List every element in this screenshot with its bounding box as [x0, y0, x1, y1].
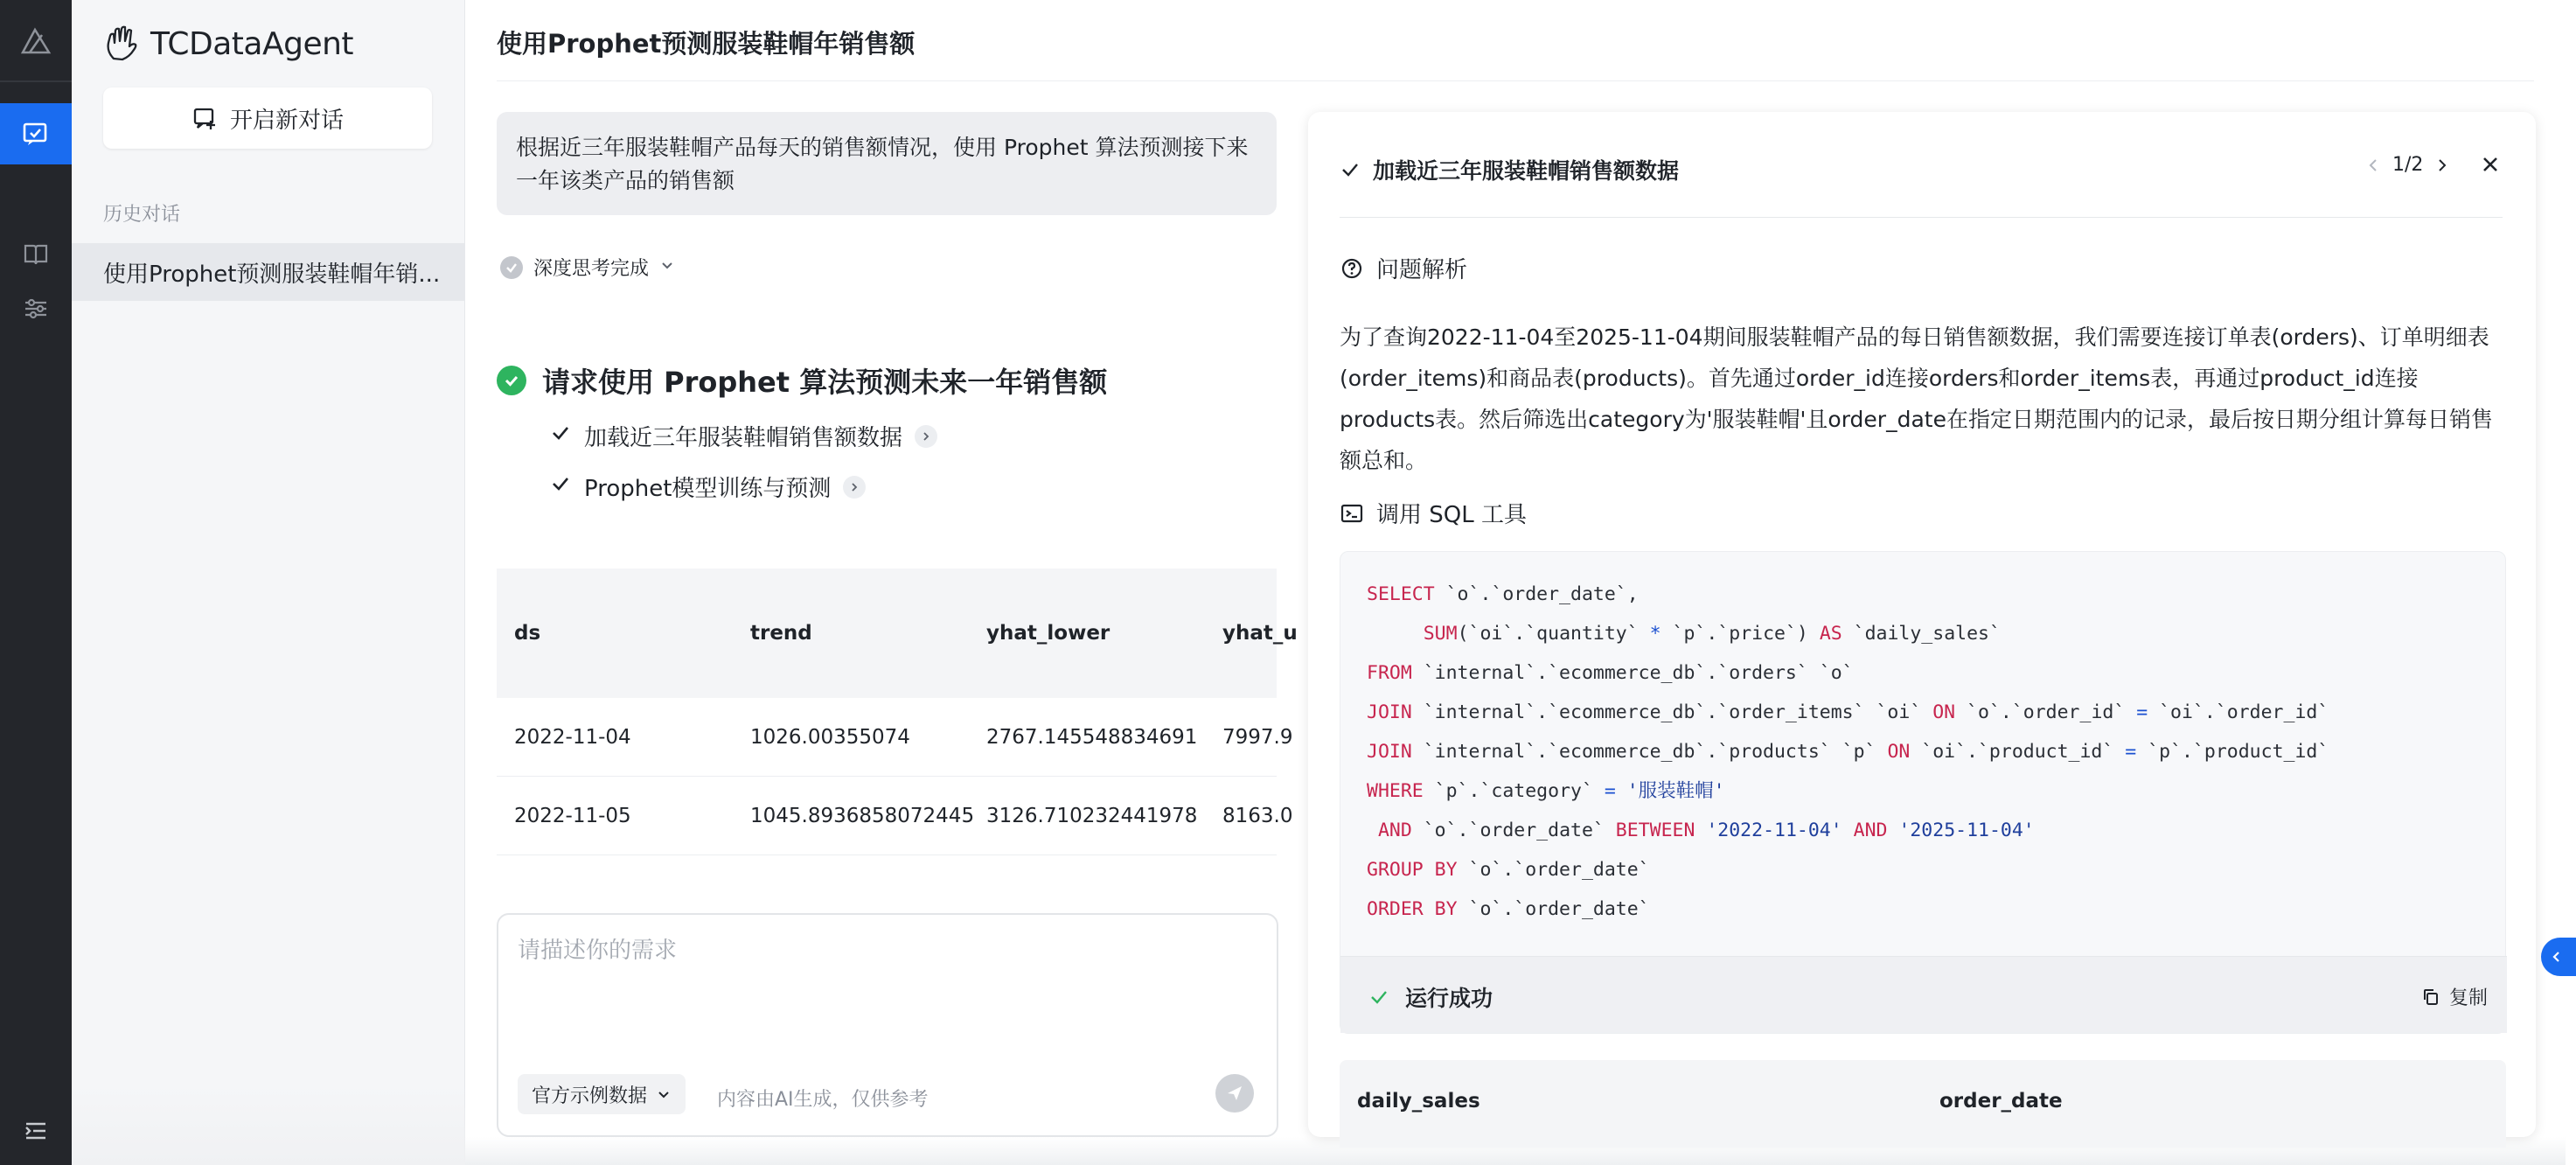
plan-step[interactable] — [549, 420, 937, 452]
sql-token: JOIN — [1367, 741, 1412, 763]
tool-title: 调用 SQL 工具 — [1376, 502, 1527, 528]
sql-token: `o`.`order_id` — [1955, 701, 2137, 723]
column-header: trend — [750, 622, 812, 645]
check-icon — [1368, 987, 1389, 1008]
table-row — [497, 698, 1293, 777]
sql-token: `internal`.`ecommerce_db`.`order_items` `oi` — [1411, 701, 1933, 723]
sql-token: `o`.`order_date` — [1457, 898, 1650, 920]
settings-sliders-icon[interactable] — [21, 294, 51, 324]
sql-token: = — [1604, 780, 1616, 802]
chevron-left-icon — [2550, 950, 2564, 964]
tool-section-title — [1340, 497, 1527, 529]
sql-token: = — [2125, 741, 2137, 763]
sql-token: AS — [1819, 623, 1842, 645]
check-icon — [1340, 159, 1361, 180]
icon-rail — [0, 0, 72, 1165]
plan-step[interactable] — [549, 471, 866, 503]
sql-token: '2022-11-04' — [1695, 820, 1854, 841]
book-icon[interactable] — [21, 240, 51, 269]
table-cell: 2767.145548834691 — [986, 725, 1198, 749]
terminal-icon — [1340, 501, 1364, 526]
check-icon — [549, 472, 572, 501]
sql-token: `p`.`price`) — [1660, 623, 1820, 645]
run-status — [1368, 981, 1493, 1013]
data-source-label: 官方示例数据 — [532, 1085, 648, 1107]
sql-token: JOIN — [1367, 701, 1412, 723]
table-cell: 7997.9 — [1222, 725, 1293, 749]
table-cell: 1026.00355074 — [750, 725, 910, 749]
panel-collapse-tab[interactable] — [2541, 938, 2576, 976]
sql-token: `p`.`category` — [1423, 780, 1605, 802]
plan-step-label: 加载近三年服装鞋帽销售额数据 — [584, 425, 903, 451]
chat-icon — [21, 119, 51, 149]
panel-title: 加载近三年服装鞋帽销售额数据 — [1373, 158, 1680, 184]
column-header: daily_sales — [1357, 1090, 1480, 1113]
sql-token: '服装鞋帽' — [1615, 780, 1725, 802]
sql-token: BETWEEN — [1615, 820, 1695, 841]
result-table-header — [1340, 1060, 2506, 1148]
ai-disclaimer: 内容由AI生成，仅供参考 — [717, 1089, 929, 1111]
sql-token: `internal`.`ecommerce_db`.`products` `p` — [1411, 741, 1888, 763]
sql-token: * — [1649, 623, 1661, 645]
success-check-icon — [497, 366, 526, 395]
sql-code — [1367, 575, 2329, 929]
table-cell: 2022-11-04 — [514, 725, 631, 749]
sql-token: AND — [1377, 820, 1412, 841]
history-item[interactable]: 使用Prophet预测服装鞋帽年销... — [72, 243, 465, 301]
plan-title-text: 请求使用 Prophet 算法预测未来一年销售额 — [542, 366, 1108, 399]
sql-token: ON — [1887, 741, 1911, 763]
title-divider — [497, 80, 2534, 81]
sql-token: WHERE — [1367, 780, 1424, 802]
sql-token: FROM — [1367, 662, 1412, 684]
column-header: yhat_lower — [986, 622, 1110, 645]
sql-token: ORDER BY — [1367, 898, 1458, 920]
composer — [497, 913, 1278, 1137]
sql-token: SELECT — [1367, 583, 1435, 605]
chevron-down-icon — [659, 256, 675, 278]
sql-token: (`oi`.`quantity` — [1457, 623, 1650, 645]
sql-token: `o`.`order_date` — [1457, 859, 1650, 881]
plan-title — [497, 360, 1107, 401]
copy-label: 复制 — [2449, 987, 2489, 1009]
sql-token: `p`.`product_id` — [2136, 741, 2329, 763]
brand-name: TCDataAgent — [150, 25, 354, 62]
sql-token: GROUP BY — [1367, 859, 1458, 881]
page-title: 使用Prophet预测服装鞋帽年销售额 — [497, 29, 916, 59]
hand-logo-icon — [101, 24, 142, 64]
new-chat-icon — [191, 105, 218, 131]
thinking-status: 深度思考完成 — [533, 258, 650, 280]
app-logo-icon[interactable] — [17, 23, 54, 59]
panel-pager — [2364, 154, 2451, 176]
brand — [101, 19, 353, 68]
column-header: ds — [514, 622, 541, 645]
new-chat-label: 开启新对话 — [229, 107, 344, 134]
send-button[interactable] — [1215, 1074, 1254, 1113]
question-bubble-icon — [1340, 256, 1364, 281]
table-cell: 3126.710232441978 — [986, 804, 1198, 827]
copy-icon — [2421, 987, 2440, 1007]
table-row — [497, 777, 1293, 855]
history-section-label: 历史对话 — [103, 204, 181, 226]
sql-token: SUM — [1423, 623, 1458, 645]
sql-token: `oi`.`product_id` — [1910, 741, 2126, 763]
rail-divider — [0, 80, 72, 82]
table-cell: 1045.8936858072445 — [750, 804, 975, 827]
sql-token: = — [2136, 701, 2148, 723]
panel-divider — [1340, 217, 2503, 218]
data-source-select[interactable] — [518, 1074, 686, 1114]
chevron-down-icon — [656, 1086, 672, 1102]
run-status-text: 运行成功 — [1405, 986, 1493, 1011]
analysis-text: 为了查询2022-11-04至2025-11-04期间服装鞋帽产品的每日销售额数据，我们需要连接订单表(orders)、订单明细表(order_items)和商品表(products)。首先通过order_id连接orders和order_items表，再通过product_id连接products表。然后筛选出category为'服装鞋帽'且order_date在指定日期范围内的记录，最后按日期分组计算每日销售额总和。 — [1340, 324, 2493, 473]
send-icon — [1224, 1083, 1245, 1104]
chevron-right-icon — [915, 425, 937, 448]
sql-token: '2025-11-04' — [1887, 820, 2035, 841]
chevron-left-icon[interactable] — [2364, 157, 2382, 174]
close-icon[interactable] — [2476, 150, 2504, 178]
chevron-right-icon[interactable] — [2433, 157, 2451, 174]
table-cell: 2022-11-05 — [514, 804, 631, 827]
sql-code-block[interactable] — [1340, 551, 2506, 1034]
check-icon — [549, 422, 572, 450]
table-header — [497, 569, 1298, 698]
sql-token: ON — [1932, 701, 1956, 723]
plan-step-label: Prophet模型训练与预测 — [584, 476, 832, 502]
check-circle-icon — [500, 256, 523, 279]
panel-header — [1340, 154, 1679, 185]
chevron-right-icon — [843, 476, 866, 499]
step-detail-panel — [1308, 112, 2536, 1137]
thinking-toggle[interactable] — [500, 254, 675, 281]
sidebar-footer-fade — [72, 1085, 465, 1165]
column-header: yhat_u — [1222, 622, 1298, 645]
pager-text: 1/2 — [2392, 154, 2424, 176]
prompt-input[interactable] — [518, 938, 1252, 964]
sql-token: AND — [1853, 820, 1888, 841]
forecast-table[interactable] — [497, 569, 1298, 857]
sql-token: `internal`.`ecommerce_db`.`orders` `o` — [1411, 662, 1854, 684]
sql-token: `o`.`order_date` — [1411, 820, 1616, 841]
sql-result-bar — [1340, 956, 2507, 1033]
sql-token: `oi`.`order_id` — [2148, 701, 2329, 723]
user-message: 根据近三年服装鞋帽产品每天的销售额情况，使用 Prophet 算法预测接下来一年该类产品的销售额 — [497, 112, 1277, 215]
rail-item-chat[interactable] — [0, 103, 72, 164]
sidebar — [72, 0, 465, 1165]
table-cell: 8163.0 — [1222, 804, 1293, 827]
menu-collapse-icon[interactable] — [21, 1116, 51, 1146]
new-chat-button[interactable] — [103, 87, 432, 149]
column-header: order_date — [1939, 1090, 2063, 1113]
sql-token: `daily_sales` — [1841, 623, 2001, 645]
sql-token: `o`.`order_date`, — [1434, 583, 1639, 605]
copy-button[interactable] — [2421, 983, 2488, 1010]
analysis-section-title — [1340, 252, 1467, 284]
analysis-title: 问题解析 — [1376, 257, 1468, 283]
